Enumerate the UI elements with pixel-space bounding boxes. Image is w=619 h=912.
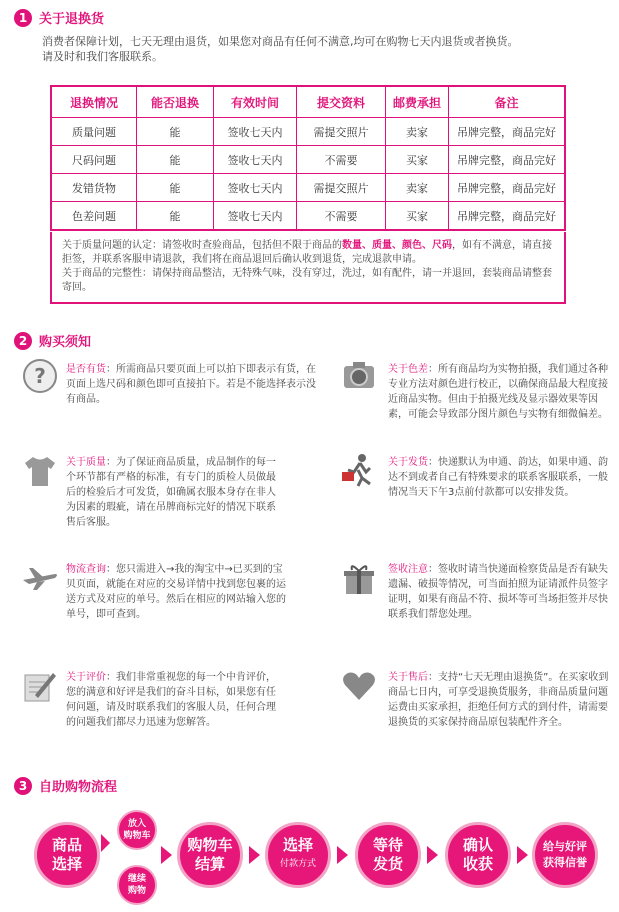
table-cell: 能 xyxy=(137,202,214,231)
table-row xyxy=(51,118,565,146)
step-select-payment xyxy=(265,822,331,888)
table-cell: 买家 xyxy=(386,202,449,231)
airplane-icon xyxy=(21,560,59,598)
table-cell: 吊牌完整，商品完好 xyxy=(449,202,566,231)
tip-label: 关于质量 xyxy=(66,457,106,468)
arrow-icon xyxy=(427,846,438,864)
step-text: 等待 xyxy=(372,836,403,854)
table-cell: 能 xyxy=(137,174,214,202)
table-cell: 能 xyxy=(137,146,214,174)
arrow-icon xyxy=(161,846,172,864)
tip-text: ：为了保证商品质量，成品制作的每一个环节都有严格的标准，有专门的质检人员做最后的检验后才可发货，如确属衣服本身存在非人为因素的瑕疵，请在吊牌商标完好的情况下联系售后客服。 xyxy=(66,457,276,528)
column-header: 能否退换 xyxy=(137,86,214,118)
tip-label: 关于发货 xyxy=(388,457,428,468)
policy-notes xyxy=(50,232,566,304)
table-cell: 尺码问题 xyxy=(51,146,137,174)
tip-text: ：我们非常重视您的每一个中肯评价，您的满意和好评是我们的奋斗目标，如果您有任何问题，请及时联系我们的客服人员，任何合理的问题我们都尽力迅速为您解答。 xyxy=(66,672,276,728)
tip-label: 物流查询 xyxy=(66,564,106,575)
tip-after-sales xyxy=(388,670,613,730)
step-text: 购物车 xyxy=(187,836,233,854)
table-cell: 需提交照片 xyxy=(297,118,386,146)
column-header: 有效时间 xyxy=(214,86,297,118)
arrow-icon xyxy=(517,846,528,864)
camera-icon xyxy=(340,357,378,395)
tip-text: ：所需商品只要页面上可以拍下即表示有货，在页面上选尺码和颜色即可直接拍下。若是不能选择表示没有商品。 xyxy=(66,364,316,405)
section-heading: 关于退换货 xyxy=(39,12,105,27)
table-cell: 需提交照片 xyxy=(297,174,386,202)
table-cell: 吊牌完整，商品完好 xyxy=(449,118,566,146)
step-add-to-cart xyxy=(117,810,157,850)
return-policy-intro xyxy=(42,34,602,64)
tip-quality xyxy=(66,455,276,530)
step-confirm-receipt xyxy=(445,822,511,888)
step-text: 给与好评 xyxy=(543,840,587,853)
table-cell: 吊牌完整，商品完好 xyxy=(449,174,566,202)
table-cell: 不需要 xyxy=(297,146,386,174)
section-heading: 自助购物流程 xyxy=(39,780,118,795)
step-text: 购物车 xyxy=(123,831,151,841)
tip-text: ：所有商品均为实物拍摄，我们通过各种专业方法对颜色进行校正，以确保商品最大程度接近商品实物。但由于拍摄光线及显示器效果等因素，可能会导致部分图片颜色与实物有细微偏差。 xyxy=(388,364,608,420)
table-cell: 签收七天内 xyxy=(214,146,297,174)
table-cell: 发错货物 xyxy=(51,174,137,202)
step-text: 选择 xyxy=(51,855,82,873)
tip-text: ：您只需进入→我的淘宝中→已买到的宝贝页面，就能在对应的交易详情中找到您包裹的运送方式及对应的单号。然后在相应的网站输入您的单号，即可查到。 xyxy=(66,564,286,620)
tip-label: 关于评价 xyxy=(66,672,106,683)
return-policy-table xyxy=(50,85,566,231)
column-header: 退换情况 xyxy=(51,86,137,118)
table-cell: 签收七天内 xyxy=(214,202,297,231)
note-text: ，如有不满意，请直接拒签，并联系客服申请退款，我们将在商品退回后确认收到退货，完成退款申请。 xyxy=(62,240,552,265)
tip-label: 签收注意 xyxy=(388,564,428,575)
table-header-row xyxy=(51,86,565,118)
step-give-review xyxy=(532,822,598,888)
step-text: 结算 xyxy=(194,855,225,873)
pencil-icon xyxy=(21,667,59,705)
tip-text: ：签收时请当快递面检察货品是否有缺失遗漏、破损等情况，可当面拍照为证请派件员签字证明，如果有商品不符、损坏等可当场拒签并尽快联系我们帮您处理。 xyxy=(388,564,608,620)
step-cart-checkout xyxy=(177,822,243,888)
column-header: 备注 xyxy=(449,86,566,118)
step-text: 获得信誉 xyxy=(543,856,587,869)
tip-logistics xyxy=(66,562,291,622)
arrow-icon xyxy=(337,846,348,864)
table-cell: 卖家 xyxy=(386,174,449,202)
section-2-title xyxy=(14,331,91,350)
intro-line: 消费者保障计划，七天无理由退货，如果您对商品有任何不满意,均可在购物七天内退货或者换货。 xyxy=(42,35,519,48)
column-header: 邮费承担 xyxy=(386,86,449,118)
question-icon xyxy=(21,357,59,395)
tip-label: 是否有货 xyxy=(66,364,106,375)
intro-line: 请及时和我们客服联系。 xyxy=(42,50,163,63)
table-row xyxy=(51,202,565,231)
table-cell: 签收七天内 xyxy=(214,174,297,202)
arrow-icon xyxy=(101,834,110,852)
note-text: 关于商品的完整性：请保持商品整洁，无特殊气味，没有穿过，洗过，如有配件，请一并退回，套装商品请整套寄回。 xyxy=(62,268,552,293)
tip-shipping xyxy=(388,455,613,500)
step-select-product xyxy=(34,822,100,888)
table-row xyxy=(51,146,565,174)
table-cell: 色差问题 xyxy=(51,202,137,231)
section-number: 3 xyxy=(14,777,32,795)
table-cell: 质量问题 xyxy=(51,118,137,146)
step-text: 确认 xyxy=(462,836,493,854)
runner-icon xyxy=(340,452,378,490)
tip-review xyxy=(66,670,276,730)
column-header: 提交资料 xyxy=(297,86,386,118)
table-cell: 能 xyxy=(137,118,214,146)
step-text: 放入 xyxy=(127,819,146,829)
arrow-icon xyxy=(249,846,260,864)
table-cell: 签收七天内 xyxy=(214,118,297,146)
svg-text:?: ? xyxy=(34,364,46,388)
note-highlight: 数量、质量、颜色、尺码 xyxy=(342,240,452,251)
step-text: 选择 xyxy=(282,836,313,854)
note-text: 关于质量问题的认定：请签收时查验商品，包括但不限于商品的 xyxy=(62,240,342,251)
tip-text: ：支持“七天无理由退换货”。在买家收到商品七日内，可享受退换货服务，非商品质量问题运费由买家承担，拒绝任何方式的到付件，请需要退换货的买家保持商品原包装配件齐全。 xyxy=(388,672,609,728)
section-number: 2 xyxy=(14,332,32,350)
gift-icon xyxy=(340,560,378,598)
step-text: 发货 xyxy=(372,855,403,873)
step-continue-shopping xyxy=(117,865,157,905)
step-text: 继续 xyxy=(127,874,146,884)
heart-icon xyxy=(340,667,378,705)
tip-label: 关于售后 xyxy=(388,672,428,683)
section-1-title xyxy=(14,8,104,27)
tip-receipt xyxy=(388,562,613,622)
section-heading: 购买须知 xyxy=(39,335,92,350)
section-number: 1 xyxy=(14,9,32,27)
step-await-shipping xyxy=(355,822,421,888)
table-row xyxy=(51,174,565,202)
tip-stock xyxy=(66,362,316,407)
step-text: 商品 xyxy=(51,836,82,854)
tip-label: 关于色差 xyxy=(388,364,428,375)
step-text: 收获 xyxy=(462,855,493,873)
step-text: 购物 xyxy=(127,886,146,896)
table-cell: 不需要 xyxy=(297,202,386,231)
table-cell: 卖家 xyxy=(386,118,449,146)
tip-color xyxy=(388,362,613,422)
table-cell: 吊牌完整，商品完好 xyxy=(449,146,566,174)
step-text: 付款方式 xyxy=(279,859,316,869)
table-cell: 买家 xyxy=(386,146,449,174)
tip-text: ：快递默认为申通、韵达，如果申通、韵达不到或者自己有特殊要求的联系客服联系，一般情况当天下午3点前付款都可以安排发货。 xyxy=(388,457,608,498)
tshirt-icon xyxy=(21,452,59,490)
section-3-title xyxy=(14,776,117,795)
